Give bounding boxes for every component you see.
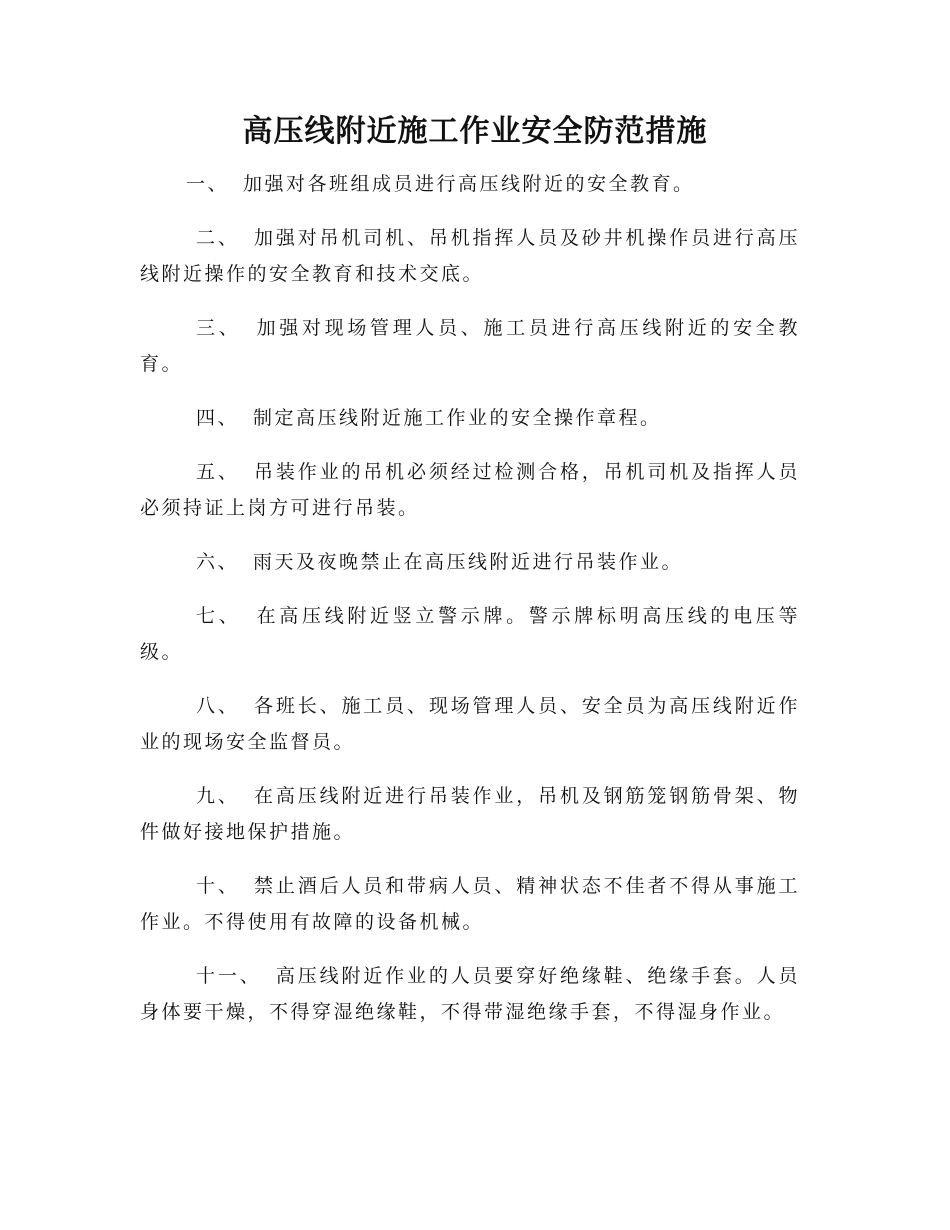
list-item — [140, 544, 800, 580]
item-text: 禁止酒后人员和带病人员、精神状态不佳者不得从事施工作业。不得使用有故障的设备机械。 — [140, 875, 800, 933]
item-number: 六、 — [196, 551, 240, 573]
list-item — [140, 778, 800, 850]
document-title: 高压线附近施工作业安全防范措施 — [242, 114, 708, 149]
item-text: 加强对吊机司机、吊机指挥人员及砂井机操作员进行高压线附近操作的安全教育和技术交底。 — [140, 227, 800, 285]
document-body — [140, 166, 800, 1048]
item-number: 四、 — [196, 407, 240, 429]
item-number: 七、 — [196, 605, 242, 627]
list-item — [140, 310, 800, 382]
list-item — [140, 400, 800, 436]
item-text: 各班长、施工员、现场管理人员、安全员为高压线附近作业的现场安全监督员。 — [140, 695, 800, 753]
item-number: 二、 — [196, 227, 240, 249]
item-text: 高压线附近作业的人员要穿好绝缘鞋、绝缘手套。人员身体要干燥，不得穿湿绝缘鞋，不得带湿绝缘手套，不得湿身作业。 — [140, 965, 800, 1023]
list-item — [140, 166, 800, 202]
item-number: 五、 — [196, 461, 240, 483]
item-number: 十一、 — [196, 965, 262, 987]
list-item — [140, 868, 800, 940]
list-item — [140, 958, 800, 1030]
item-number: 一、 — [186, 173, 230, 195]
list-item — [140, 598, 800, 670]
item-number: 十、 — [196, 875, 240, 897]
item-number: 三、 — [196, 317, 242, 339]
item-text: 加强对现场管理人员、施工员进行高压线附近的安全教育。 — [140, 317, 800, 375]
list-item — [140, 454, 800, 526]
item-text: 加强对各班组成员进行高压线附近的安全教育。 — [243, 173, 695, 195]
item-text: 吊装作业的吊机必须经过检测合格，吊机司机及指挥人员必须持证上岗方可进行吊装。 — [140, 461, 800, 519]
list-item — [140, 220, 800, 292]
item-text: 在高压线附近进行吊装作业，吊机及钢筋笼钢筋骨架、物件做好接地保护措施。 — [140, 785, 800, 843]
item-number: 九、 — [196, 785, 240, 807]
item-text: 制定高压线附近施工作业的安全操作章程。 — [253, 407, 662, 429]
item-text: 雨天及夜晚禁止在高压线附近进行吊装作业。 — [253, 551, 684, 573]
item-number: 八、 — [196, 695, 240, 717]
item-text: 在高压线附近竖立警示牌。警示牌标明高压线的电压等级。 — [140, 605, 800, 663]
list-item — [140, 688, 800, 760]
